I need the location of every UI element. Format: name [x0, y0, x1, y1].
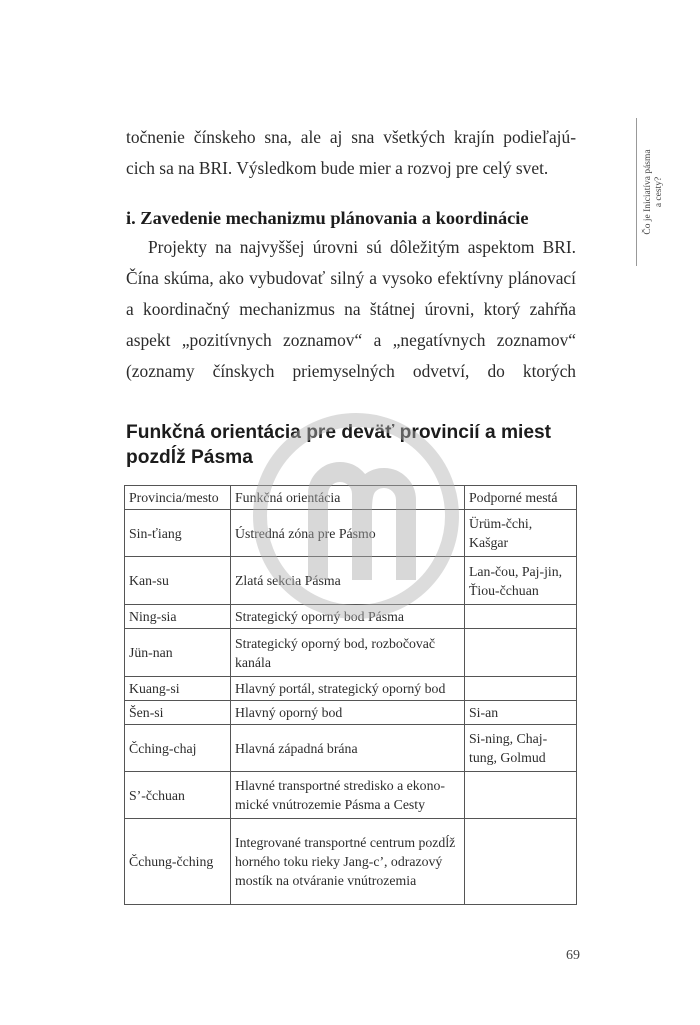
table-row — [125, 725, 577, 772]
cell-support-cities: Si-an — [465, 701, 577, 725]
cell-province: Jün-nan — [125, 629, 231, 677]
table-row — [125, 701, 577, 725]
cell-function: Hlavná západná brána — [231, 725, 465, 772]
table-row — [125, 819, 577, 905]
cell-province: Šen-si — [125, 701, 231, 725]
text-line: cich sa na BRI. Výsledkom bude mier a rozvoj pre celý svet. — [126, 158, 549, 178]
side-chapter-title-line2: a cesty? — [654, 176, 664, 208]
header-function: Funkčná orientácia — [231, 486, 465, 510]
cell-province: Čching-chaj — [125, 725, 231, 772]
intro-paragraph — [126, 122, 576, 184]
table-row — [125, 629, 577, 677]
cell-province: Kuang-si — [125, 677, 231, 701]
cell-function: Ústredná zóna pre Pásmo — [231, 510, 465, 557]
section-heading: i. Zavedenie mechanizmu plánovania a koordinácie — [126, 208, 529, 228]
cell-function: Zlatá sekcia Pásma — [231, 557, 465, 605]
table-title: Funkčná orientácia pre deväť provincií a miest pozdĺž Pásma — [126, 422, 552, 468]
text-line: Čína skúma, ako vybudovať silný a vysoko efektívny plánovací — [126, 268, 576, 288]
cell-province: Kan-su — [125, 557, 231, 605]
cell-function: Integrované transportné centrum pozdĺž horného toku rieky Jang-c’, odrazový mostík na otváranie vnútrozemia — [231, 819, 465, 905]
side-chapter-title — [643, 118, 665, 266]
header-province: Provincia/mesto — [125, 486, 231, 510]
cell-province: Čchung-čching — [125, 819, 231, 905]
side-chapter-title-line1: Čo je Iniciatíva pásma — [643, 149, 653, 235]
text-line: točnenie čínskeho sna, ale aj sna všetkých krajín podieľajú- — [126, 127, 576, 147]
cell-function: Hlavný oporný bod — [231, 701, 465, 725]
cell-function: Hlavné transportné stredisko a ekono-mické vnútrozemie Pásma a Cesty — [231, 772, 465, 819]
cell-province: Ning-sia — [125, 605, 231, 629]
table-row — [125, 772, 577, 819]
cell-function: Hlavný portál, strategický oporný bod — [231, 677, 465, 701]
cell-function: Strategický oporný bod Pásma — [231, 605, 465, 629]
cell-function: Strategický oporný bod, rozbočovač kanála — [231, 629, 465, 677]
orientation-table — [124, 485, 577, 905]
cell-support-cities: Ürüm-čchi, Kašgar — [465, 510, 577, 557]
cell-support-cities — [465, 629, 577, 677]
text-line: (zoznamy čínskych priemyselných odvetví, do ktorých — [126, 361, 576, 381]
table-header-row — [125, 486, 577, 510]
cell-support-cities: Lan-čou, Paj-jin, Ťiou-čchuan — [465, 557, 577, 605]
cell-support-cities: Si-ning, Chaj-tung, Golmud — [465, 725, 577, 772]
text-line: a koordinačný mechanizmus na štátnej úrovni, ktorý zahŕňa — [126, 299, 576, 319]
side-chapter-tab — [636, 118, 669, 266]
cell-province: Sin-ťiang — [125, 510, 231, 557]
header-support-cities: Podporné mestá — [465, 486, 577, 510]
cell-province: S’-čchuan — [125, 772, 231, 819]
cell-support-cities — [465, 772, 577, 819]
cell-support-cities — [465, 819, 577, 905]
text-line: aspekt „pozitívnych zoznamov“ a „negatívnych zoznamov“ — [126, 330, 576, 350]
cell-support-cities — [465, 677, 577, 701]
table-row — [125, 510, 577, 557]
cell-support-cities — [465, 605, 577, 629]
table-row — [125, 605, 577, 629]
text-line: Projekty na najvyššej úrovni sú dôležitým aspektom BRI. — [148, 237, 576, 257]
page-number: 69 — [566, 948, 580, 963]
table-row — [125, 557, 577, 605]
table-row — [125, 677, 577, 701]
section-paragraph — [126, 232, 576, 387]
